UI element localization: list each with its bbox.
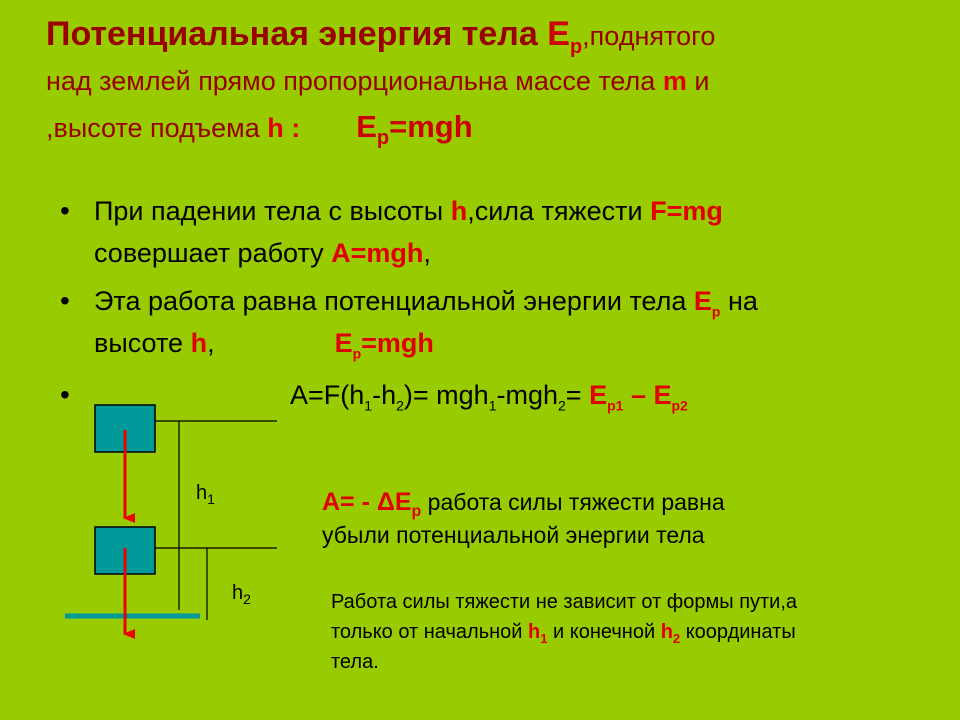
path-independence-note: Работа силы тяжести не зависит от формы пути,а только от начальной $h_1$ и конечной $h_2$ координаты тела. xyxy=(331,591,798,673)
title-line-1: Потенциальная энергия тела $E_p,поднятого$ xyxy=(46,15,716,58)
work-energy-note: $A= - \Delta E_p$ работа силы тяжести равна убыли потенциальной энергии тела xyxy=(322,488,725,548)
title-line-2: над землей прямо пропорциональна массе тела m и xyxy=(46,66,710,96)
label-h2: $h_2$ xyxy=(232,582,251,607)
title-formula: $E_p=mgh$ xyxy=(356,109,473,150)
title-line-3: ,высоте подъема h : $E_p=mgh$ xyxy=(46,109,473,150)
label-h1: $h_1$ xyxy=(196,482,215,507)
